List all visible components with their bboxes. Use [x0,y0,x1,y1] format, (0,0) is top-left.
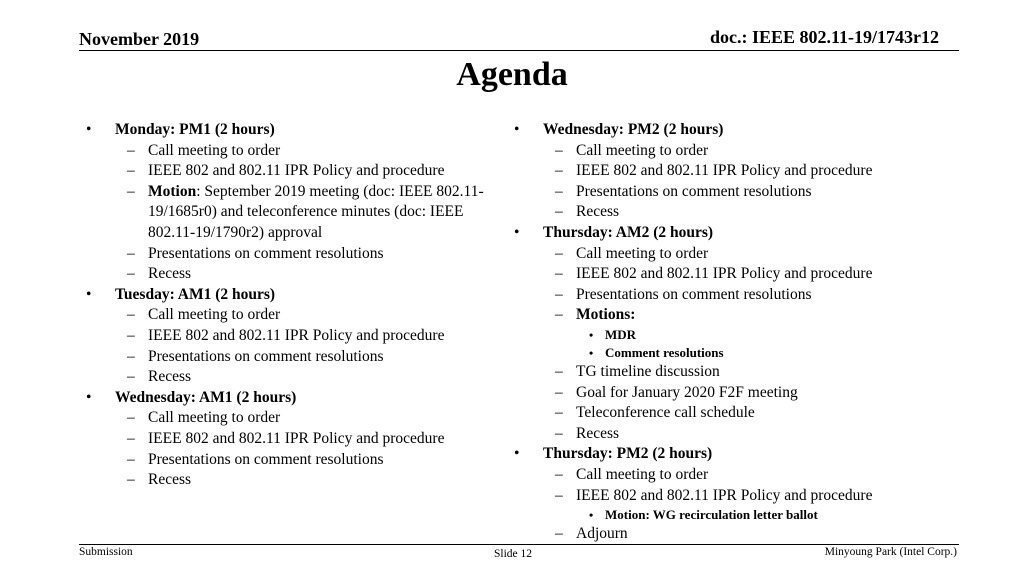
dash-icon: – [555,383,563,401]
dash-icon: – [555,162,563,180]
dash-icon: – [127,141,135,159]
dash-icon: – [127,326,135,344]
bullet-icon: • [589,345,594,360]
list-item-text: IEEE 802 and 802.11 IPR Policy and procedure [148,162,445,180]
list-item-text: IEEE 802 and 802.11 IPR Policy and procedure [148,429,445,447]
list-item [115,161,496,182]
list-item [543,486,954,525]
list-item-text: Presentations on comment resolutions [576,285,812,303]
list-item-text: Call meeting to order [148,141,281,159]
list-item-text: Teleconference call schedule [576,404,755,422]
list-item-text: Call meeting to order [576,465,709,483]
list-item [543,362,954,383]
dash-icon: – [555,306,563,324]
list-item [543,264,954,285]
footer-divider [79,544,959,545]
agenda-right-column [514,120,954,545]
list-item [543,161,954,182]
dash-icon: – [555,486,563,504]
dash-icon: – [555,424,563,442]
list-item [115,367,496,388]
dash-icon: – [555,182,563,200]
day-wednesday-pm2 [514,120,954,223]
list-item-text: IEEE 802 and 802.11 IPR Policy and procedure [576,265,873,283]
list-item-text: IEEE 802 and 802.11 IPR Policy and procedure [576,486,873,504]
dash-icon: – [555,265,563,283]
list-item-text: Presentations on comment resolutions [576,182,812,200]
list-item [115,244,496,265]
list-item [543,141,954,162]
list-item [543,285,954,306]
day-title: Thursday: AM2 (2 hours) [543,223,714,241]
motion-subitem [543,506,954,524]
footer-slide-number: Slide 12 [494,548,533,560]
bullet-icon: • [86,121,92,138]
day-title: Tuesday: AM1 (2 hours) [115,285,276,303]
dash-icon: – [555,362,563,380]
list-item-text: Call meeting to order [576,141,709,159]
motion-label: Motion [148,182,197,200]
list-item [543,524,954,545]
day-wednesday-am1 [86,388,496,491]
day-title: Wednesday: AM1 (2 hours) [115,388,297,406]
header-divider [79,50,959,51]
list-item [115,326,496,347]
list-item-text: Recess [576,203,620,221]
bullet-icon: • [589,508,594,523]
list-item [115,305,496,326]
dash-icon: – [127,265,135,283]
bullet-icon: • [589,327,594,342]
list-item-text: Call meeting to order [148,409,281,427]
dash-icon: – [555,141,563,159]
list-item [543,202,954,223]
motion-item [115,182,496,244]
day-thursday-pm2 [514,444,954,544]
dash-icon: – [555,465,563,483]
motion-subitem-text: MDR [605,326,637,342]
list-item-text: Goal for January 2020 F2F meeting [576,383,798,401]
list-item [115,264,496,285]
day-monday-pm1 [86,120,496,285]
list-item-text: IEEE 802 and 802.11 IPR Policy and procedure [576,162,873,180]
list-item [115,141,496,162]
list-item [115,470,496,491]
list-item [115,429,496,450]
dash-icon: – [127,409,135,427]
bullet-icon: • [514,445,520,463]
motions-item [543,305,954,362]
list-item-text: Call meeting to order [148,306,281,324]
agenda-left-column [86,120,496,491]
list-item-text: Presentations on comment resolutions [148,450,384,468]
bullet-icon: • [514,121,520,138]
bullet-icon: • [86,285,92,303]
dash-icon: – [555,285,563,303]
dash-icon: – [555,203,563,221]
list-item-text: TG timeline discussion [576,362,720,380]
dash-icon: – [127,368,135,386]
bullet-icon: • [86,388,92,406]
dash-icon: – [127,429,135,447]
day-title: Monday: PM1 (2 hours) [115,121,275,138]
dash-icon: – [127,162,135,180]
motion-subitem [543,326,954,344]
dash-icon: – [127,244,135,262]
list-item-text: Call meeting to order [576,244,709,262]
header-date: November 2019 [79,29,200,49]
dash-icon: – [127,471,135,489]
footer-submission: Submission [79,546,133,558]
dash-icon: – [127,347,135,365]
motion-text: : September 2019 meeting (doc: IEEE 802.11-19/1685r0) and teleconference minutes (doc: IEEE 802.11-19/1790r2) approval [148,182,484,241]
slide-title: Agenda [456,56,568,93]
list-item-text: IEEE 802 and 802.11 IPR Policy and procedure [148,326,445,344]
list-item [543,465,954,486]
list-item-text: Recess [148,265,192,283]
bullet-icon: • [514,223,520,241]
dash-icon: – [127,182,135,200]
list-item-text: Adjourn [576,525,628,543]
dash-icon: – [127,306,135,324]
day-title: Wednesday: PM2 (2 hours) [543,121,724,138]
list-item [115,450,496,471]
footer-author: Minyoung Park (Intel Corp.) [824,546,957,558]
motion-subitem [543,344,954,362]
list-item [115,347,496,368]
list-item [543,182,954,203]
motions-label: Motions: [576,306,636,324]
list-item [115,408,496,429]
day-tuesday-am1 [86,285,496,388]
list-item-text: Presentations on comment resolutions [148,347,384,365]
list-item-text: Presentations on comment resolutions [148,244,384,262]
dash-icon: – [555,525,563,543]
day-title: Thursday: PM2 (2 hours) [543,445,713,463]
list-item-text: Recess [148,368,192,386]
motion-subitem-text: Motion: WG recirculation letter ballot [605,507,818,523]
list-item-text: Recess [576,424,620,442]
day-thursday-am2 [514,223,954,444]
list-item-text: Recess [148,471,192,489]
list-item [543,383,954,404]
header-doc-id: doc.: IEEE 802.11-19/1743r12 [709,27,939,47]
dash-icon: – [555,244,563,262]
list-item [543,403,954,424]
list-item [543,424,954,445]
dash-icon: – [127,450,135,468]
motion-subitem-text: Comment resolutions [605,344,724,360]
dash-icon: – [555,404,563,422]
list-item [543,244,954,265]
